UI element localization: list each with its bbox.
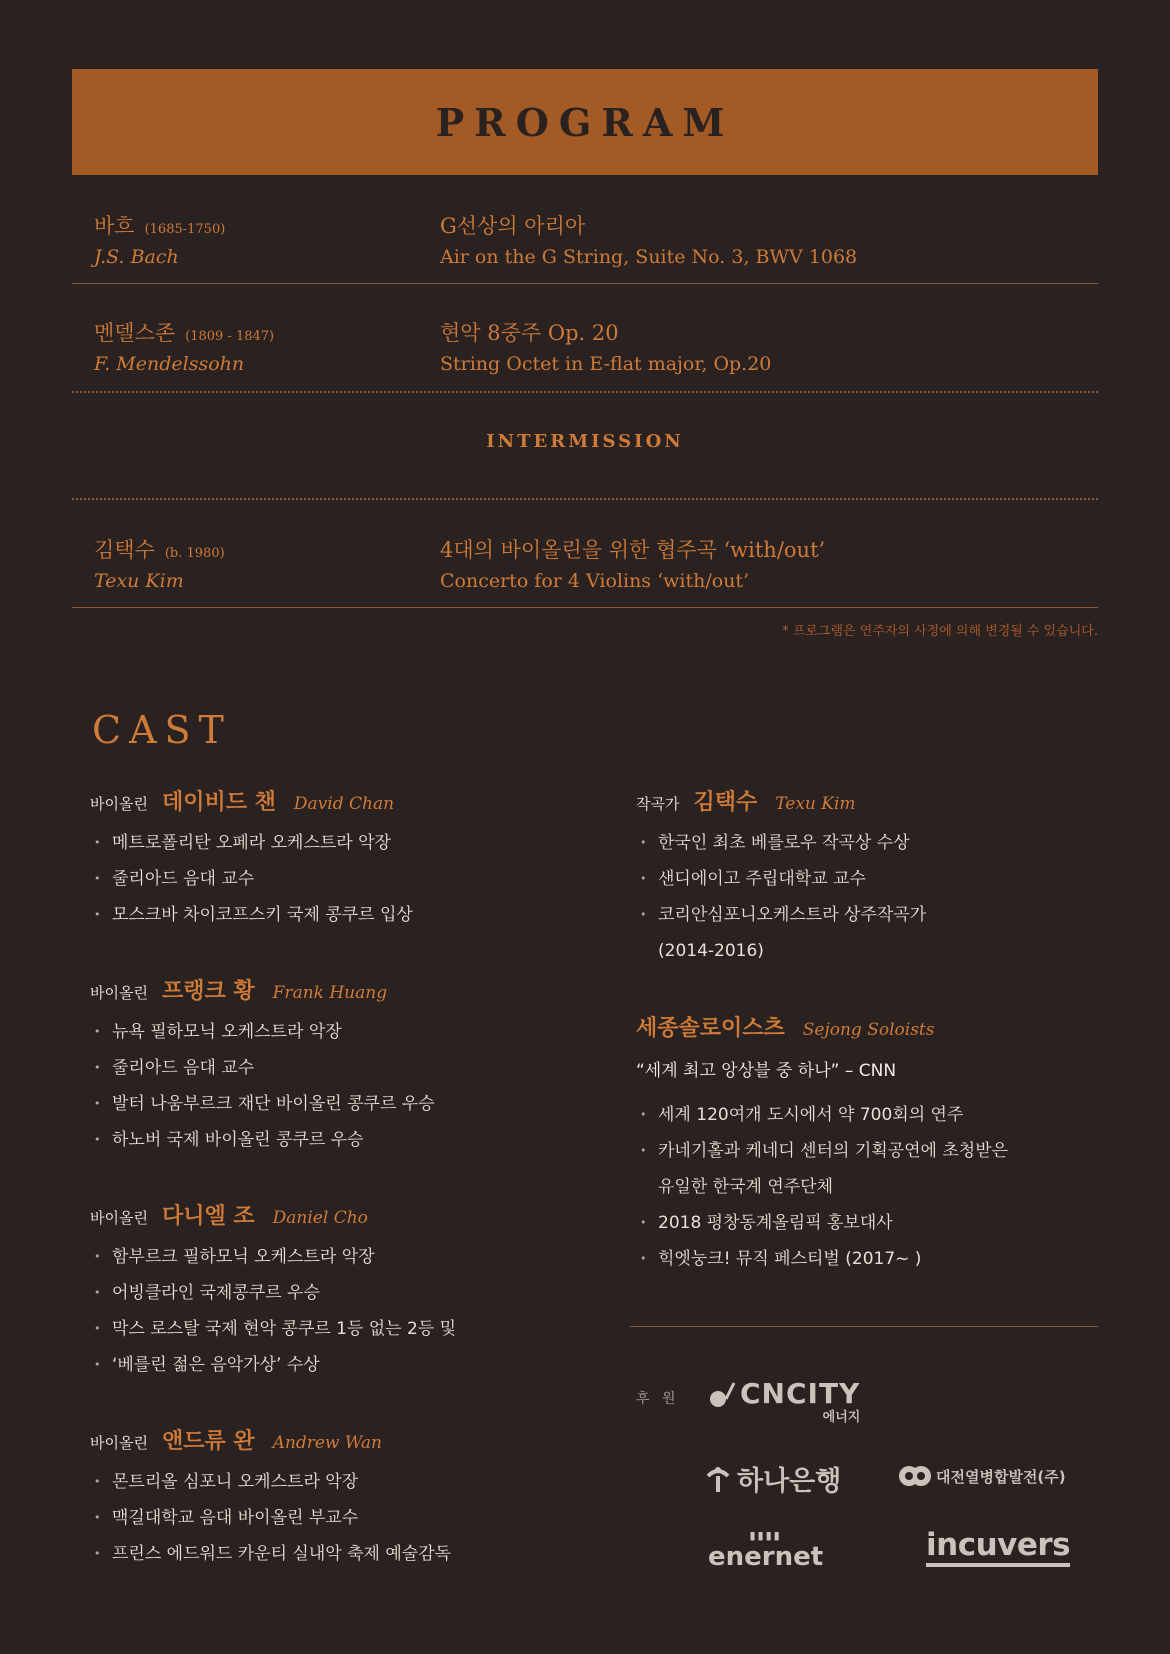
program-banner bbox=[72, 69, 1098, 175]
list-item: • 막스 로스탈 국제 현악 콩쿠르 1등 없는 2등 및 bbox=[90, 1311, 560, 1347]
member-role: 바이올린 bbox=[90, 1434, 148, 1452]
list-item: • 샌디에이고 주립대학교 교수 bbox=[636, 861, 1106, 897]
work-title-en: Concerto for 4 Violins ‘with/out’ bbox=[440, 570, 750, 592]
daejeon-chp-mark-icon bbox=[898, 1464, 932, 1488]
member-name-ko: 앤드류 완 bbox=[161, 1429, 255, 1454]
list-item: • 어빙클라인 국제콩쿠르 우승 bbox=[90, 1275, 560, 1311]
member-name-ko: 다니엘 조 bbox=[161, 1204, 255, 1229]
intermission-label: INTERMISSION bbox=[486, 431, 684, 452]
member-role: 작곡가 bbox=[636, 795, 680, 813]
member-name-en: Andrew Wan bbox=[272, 1433, 382, 1453]
hana-bank-logo-text: 하나은행 bbox=[737, 1466, 842, 1497]
cast-member-texu-kim bbox=[636, 785, 1106, 969]
hana-mark-icon bbox=[703, 1464, 733, 1494]
member-name-en: David Chan bbox=[293, 794, 395, 814]
composer-years: (b. 1980) bbox=[164, 546, 225, 561]
cncity-mark-icon bbox=[706, 1379, 736, 1409]
work-title-en: String Octet in E-flat major, Op.20 bbox=[440, 353, 772, 375]
list-item: • 코리안심포니오케스트라 상주작곡가 bbox=[636, 897, 1106, 933]
member-name-ko: 김택수 bbox=[693, 790, 758, 815]
list-item: • 함부르크 필하모닉 오케스트라 악장 bbox=[90, 1239, 560, 1275]
incuvers-logo bbox=[926, 1527, 1070, 1563]
composer-name-en: Texu Kim bbox=[94, 570, 184, 592]
cast-title: CAST bbox=[92, 708, 232, 752]
list-item: • 메트로폴리탄 오페라 오케스트라 악장 bbox=[90, 825, 560, 861]
cast-member-andrew-wan bbox=[90, 1424, 560, 1572]
list-item: • 몬트리올 심포니 오케스트라 악장 bbox=[90, 1464, 560, 1500]
work-title-ko: G선상의 아리아 bbox=[440, 214, 586, 238]
composer-years: (1685-1750) bbox=[144, 222, 226, 237]
program-item-mendelssohn bbox=[72, 291, 1098, 391]
ensemble-quote: “세계 최고 앙상블 중 하나” – CNN bbox=[636, 1061, 897, 1081]
daejeon-chp-logo bbox=[898, 1464, 1066, 1488]
divider bbox=[72, 607, 1098, 608]
ensemble-name-en: Sejong Soloists bbox=[802, 1020, 935, 1040]
composer-name-ko: 멘델스존 (1809 - 1847) bbox=[94, 321, 275, 345]
composer-name-en: F. Mendelssohn bbox=[94, 353, 245, 375]
list-item: • 힉엣눙크! 뮤직 페스티벌 (2017~ ) bbox=[636, 1241, 1106, 1277]
cncity-logo-text: CNCITY bbox=[740, 1377, 861, 1410]
member-role: 바이올린 bbox=[90, 1209, 148, 1227]
list-item: • 프린스 에드워드 카운티 실내악 축제 예술감독 bbox=[90, 1536, 560, 1572]
list-item: • 뉴욕 필하모닉 오케스트라 악장 bbox=[90, 1014, 560, 1050]
member-name-en: Texu Kim bbox=[775, 794, 856, 814]
enernet-mark-icon: ▮▮▮▮ bbox=[749, 1529, 782, 1542]
list-item: • 맥길대학교 음대 바이올린 부교수 bbox=[90, 1500, 560, 1536]
list-item: • 모스크바 차이코프스키 국제 콩쿠르 입상 bbox=[90, 897, 560, 933]
enernet-logo-text: enernet bbox=[708, 1542, 824, 1572]
member-name-ko: 데이비드 챈 bbox=[161, 790, 276, 815]
divider bbox=[72, 283, 1098, 284]
composer-years: (1809 - 1847) bbox=[185, 329, 275, 344]
program-title: PROGRAM bbox=[435, 99, 735, 145]
list-item: • 줄리아드 음대 교수 bbox=[90, 861, 560, 897]
list-item: • 세계 120여개 도시에서 약 700회의 연주 bbox=[636, 1097, 1106, 1133]
member-role: 바이올린 bbox=[90, 984, 148, 1002]
list-item: • 발터 나움부르크 재단 바이올린 콩쿠르 우승 bbox=[90, 1086, 560, 1122]
list-item: • 카네기홀과 케네디 센터의 기획공연에 초청받은 bbox=[636, 1133, 1106, 1169]
member-name-en: Daniel Cho bbox=[272, 1208, 368, 1228]
list-item: • 2018 평창동계올림픽 홍보대사 bbox=[636, 1205, 1106, 1241]
list-item-continuation: (2014-2016) bbox=[658, 941, 764, 961]
hana-bank-logo bbox=[703, 1459, 841, 1498]
work-title-en: Air on the G String, Suite No. 3, BWV 1068 bbox=[440, 246, 858, 268]
member-name-en: Frank Huang bbox=[272, 983, 388, 1003]
list-item: • 한국인 최초 베를로우 작곡상 수상 bbox=[636, 825, 1106, 861]
cncity-logo-sub: 에너지 bbox=[822, 1410, 861, 1425]
program-item-kim bbox=[72, 508, 1098, 608]
cast-member-daniel-cho bbox=[90, 1199, 560, 1383]
program-note: * 프로그램은 연주자의 사정에 의해 변경될 수 있습니다. bbox=[782, 624, 1098, 639]
program-item-bach bbox=[72, 184, 1098, 284]
work-title-ko: 4대의 바이올린을 위한 협주곡 ‘with/out’ bbox=[440, 538, 826, 562]
work-title-ko: 현악 8중주 Op. 20 bbox=[440, 321, 619, 345]
daejeon-chp-logo-text: 대전열병합발전(주) bbox=[936, 1467, 1066, 1486]
list-item-continuation: 유일한 한국계 연주단체 bbox=[658, 1177, 834, 1197]
composer-name-ko: 김택수 (b. 1980) bbox=[94, 538, 225, 562]
sponsor-divider bbox=[630, 1326, 1098, 1327]
ensemble-sejong-soloists bbox=[636, 1011, 1106, 1277]
composer-name-en: J.S. Bach bbox=[94, 246, 179, 268]
cncity-logo bbox=[706, 1377, 860, 1425]
dotted-divider bbox=[72, 498, 1098, 500]
member-name-ko: 프랭크 황 bbox=[161, 979, 255, 1004]
cast-member-frank-huang bbox=[90, 974, 560, 1158]
list-item: • ‘베를린 젊은 음악가상’ 수상 bbox=[90, 1347, 560, 1383]
ensemble-name-ko: 세종솔로이스츠 bbox=[636, 1016, 785, 1041]
sponsor-label: 후 원 bbox=[636, 1391, 680, 1407]
composer-name-ko: 바흐 (1685-1750) bbox=[94, 214, 226, 238]
enernet-logo bbox=[708, 1530, 823, 1572]
list-item: • 줄리아드 음대 교수 bbox=[90, 1050, 560, 1086]
incuvers-logo-text: incuvers bbox=[926, 1527, 1070, 1567]
dotted-divider bbox=[72, 391, 1098, 393]
member-role: 바이올린 bbox=[90, 795, 148, 813]
list-item: • 하노버 국제 바이올린 콩쿠르 우승 bbox=[90, 1122, 560, 1158]
cast-member-david-chan bbox=[90, 785, 560, 933]
